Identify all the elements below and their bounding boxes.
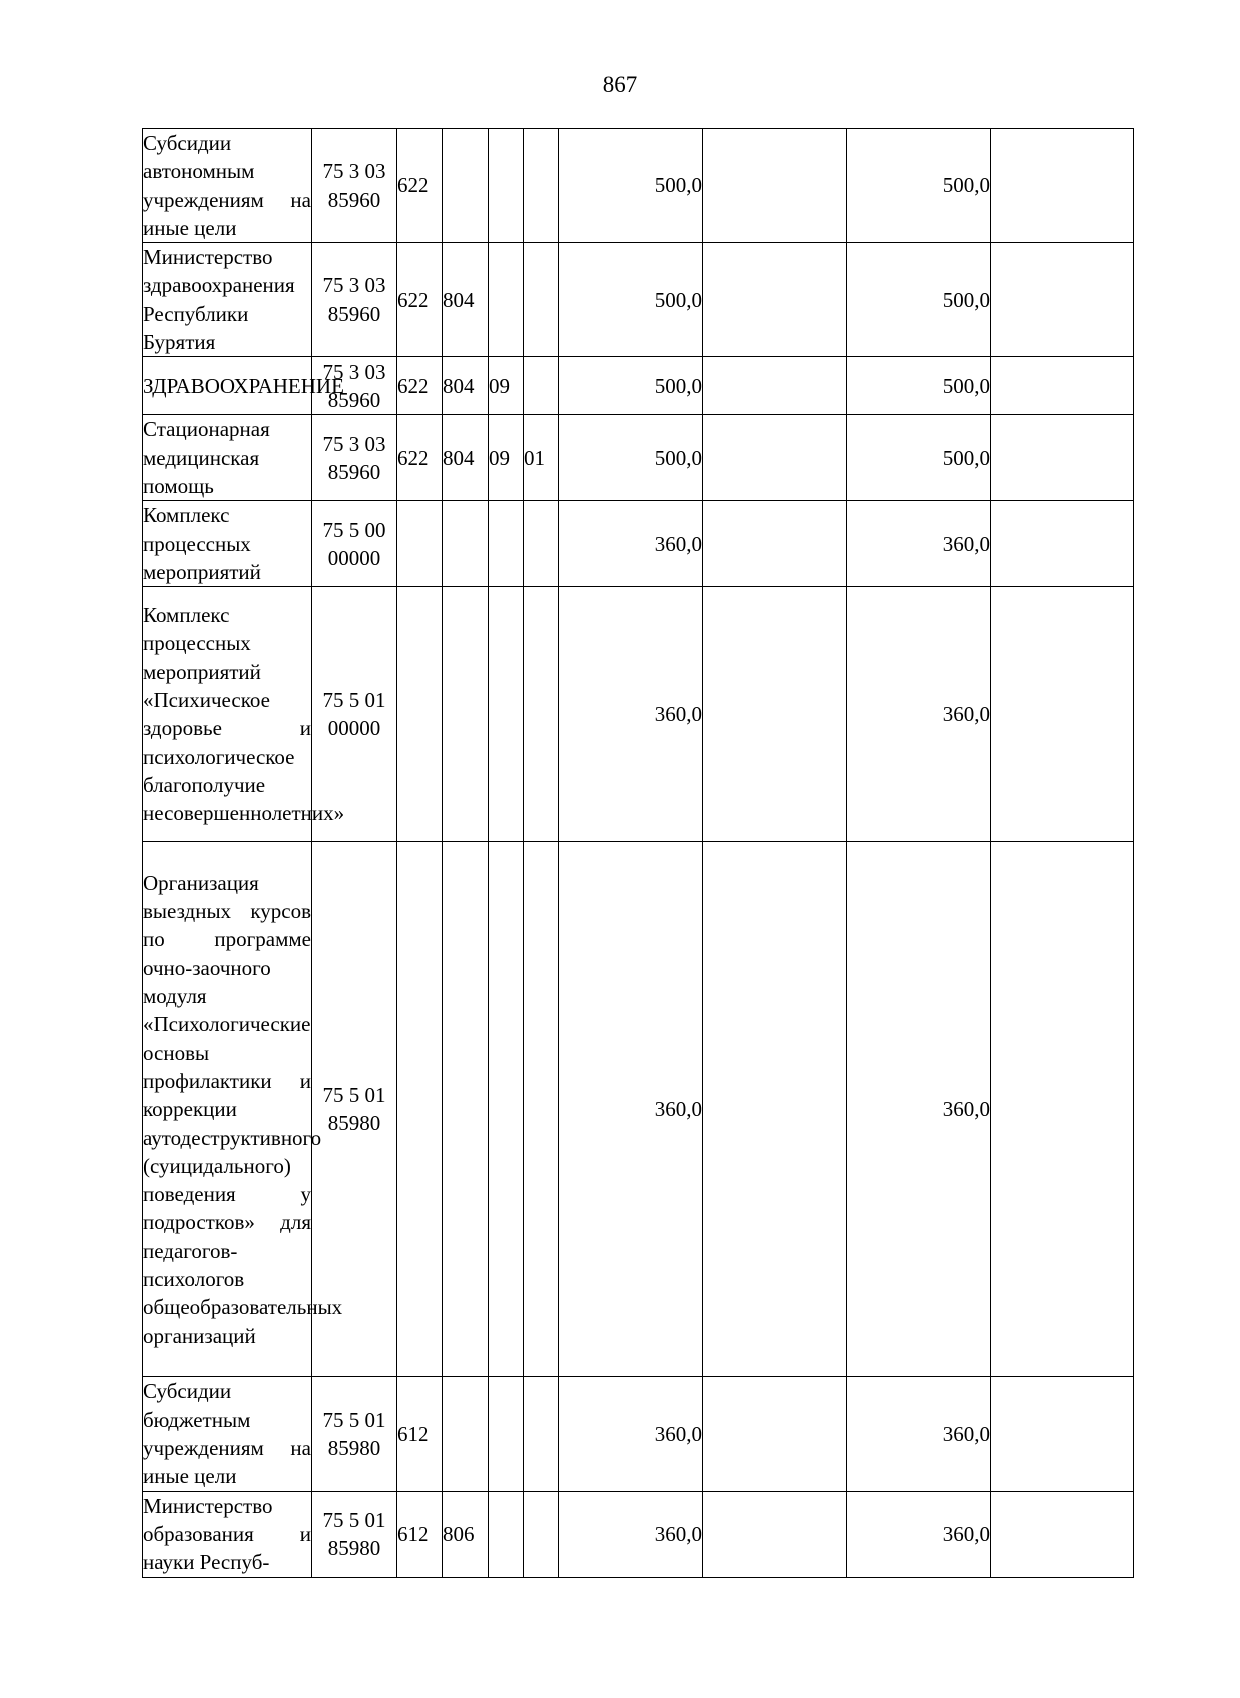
section-code: 09 <box>489 357 524 415</box>
target-article-code-part: 75 5 00 <box>322 517 386 542</box>
table-row <box>143 501 1134 587</box>
subsection-code <box>524 587 559 842</box>
subsection-code <box>524 357 559 415</box>
section-code <box>489 587 524 842</box>
amount-column-4 <box>991 587 1134 842</box>
target-article-code <box>312 129 397 243</box>
target-article-code-part: 85980 <box>327 1536 381 1561</box>
expense-type-code: 612 <box>397 1377 443 1491</box>
section-code: 09 <box>489 415 524 501</box>
target-article-code <box>312 415 397 501</box>
row-name: Субсидии бюджетным учреждениям на иные цели <box>143 1377 312 1491</box>
section-code <box>489 1491 524 1577</box>
target-article-code <box>312 1377 397 1491</box>
amount-column-4 <box>991 129 1134 243</box>
target-article-code-part: 75 3 03 <box>322 159 386 184</box>
target-article-code-part: 85960 <box>327 387 381 412</box>
subsection-code <box>524 1491 559 1577</box>
amount-column-1: 360,0 <box>559 587 703 842</box>
ministry-code: 804 <box>443 415 489 501</box>
row-name: Комплекс процессных мероприятий «Психическое здоровье и психологическое благополучие несовершеннолетних» <box>143 587 312 842</box>
table-row <box>143 243 1134 357</box>
ministry-code <box>443 842 489 1377</box>
target-article-code <box>312 243 397 357</box>
amount-column-2 <box>703 415 847 501</box>
expense-type-code <box>397 501 443 587</box>
target-article-code-part: 85960 <box>327 459 381 484</box>
target-article-code-part: 00000 <box>327 545 381 570</box>
amount-column-1: 500,0 <box>559 243 703 357</box>
subsection-code: 01 <box>524 415 559 501</box>
target-article-code-part: 75 5 01 <box>322 1507 386 1532</box>
target-article-code <box>312 501 397 587</box>
amount-column-1: 360,0 <box>559 842 703 1377</box>
target-article-code <box>312 1491 397 1577</box>
amount-column-3: 360,0 <box>847 501 991 587</box>
target-article-code-part: 85960 <box>327 187 381 212</box>
amount-column-1: 500,0 <box>559 357 703 415</box>
amount-column-2 <box>703 587 847 842</box>
section-code <box>489 842 524 1377</box>
row-name: Организация выездных курсов по программе очно-заочного модуля «Психологические основы профилактики и коррекции аутодеструктивного (суицидального) поведения у подростков» для педагогов-психологов общеобразовательных организаций <box>143 842 312 1377</box>
amount-column-3: 500,0 <box>847 243 991 357</box>
ministry-code: 804 <box>443 243 489 357</box>
ministry-code: 804 <box>443 357 489 415</box>
amount-column-3: 500,0 <box>847 415 991 501</box>
ministry-code <box>443 1377 489 1491</box>
target-article-code-part: 85980 <box>327 1111 381 1136</box>
amount-column-3: 360,0 <box>847 842 991 1377</box>
subsection-code <box>524 501 559 587</box>
ministry-code <box>443 501 489 587</box>
target-article-code-part: 75 5 01 <box>322 1407 386 1432</box>
amount-column-2 <box>703 357 847 415</box>
section-code <box>489 129 524 243</box>
amount-column-4 <box>991 842 1134 1377</box>
row-name: Стационарная медицинская помощь <box>143 415 312 501</box>
section-code <box>489 501 524 587</box>
expense-type-code: 622 <box>397 243 443 357</box>
target-article-code-part: 75 3 03 <box>322 359 386 384</box>
amount-column-4 <box>991 1491 1134 1577</box>
table-row <box>143 1491 1134 1577</box>
table-body <box>143 129 1134 1578</box>
amount-column-3: 360,0 <box>847 1377 991 1491</box>
table-row <box>143 129 1134 243</box>
amount-column-1: 360,0 <box>559 1491 703 1577</box>
budget-table <box>142 128 1134 1578</box>
target-article-code-part: 00000 <box>327 716 381 741</box>
ministry-code: 806 <box>443 1491 489 1577</box>
expense-type-code: 622 <box>397 415 443 501</box>
row-name: ЗДРАВООХРАНЕНИЕ <box>143 357 312 415</box>
amount-column-2 <box>703 129 847 243</box>
amount-column-1: 360,0 <box>559 1377 703 1491</box>
section-code <box>489 1377 524 1491</box>
amount-column-3: 500,0 <box>847 129 991 243</box>
amount-column-2 <box>703 842 847 1377</box>
amount-column-4 <box>991 501 1134 587</box>
amount-column-2 <box>703 1377 847 1491</box>
section-code <box>489 243 524 357</box>
amount-column-3: 360,0 <box>847 587 991 842</box>
row-name: Комплекс процессных мероприятий <box>143 501 312 587</box>
amount-column-1: 500,0 <box>559 415 703 501</box>
table-row <box>143 357 1134 415</box>
target-article-code-part: 85960 <box>327 301 381 326</box>
ministry-code <box>443 587 489 842</box>
amount-column-2 <box>703 1491 847 1577</box>
row-name: Субсидии автономным учреждениям на иные цели <box>143 129 312 243</box>
table-row <box>143 587 1134 842</box>
amount-column-4 <box>991 357 1134 415</box>
target-article-code-part: 75 3 03 <box>322 431 386 456</box>
target-article-code-part: 85980 <box>327 1435 381 1460</box>
expense-type-code: 622 <box>397 357 443 415</box>
table-row <box>143 415 1134 501</box>
amount-column-3: 500,0 <box>847 357 991 415</box>
subsection-code <box>524 1377 559 1491</box>
row-name: Министерство образования и науки Респуб- <box>143 1491 312 1577</box>
amount-column-4 <box>991 1377 1134 1491</box>
target-article-code-part: 75 3 03 <box>322 273 386 298</box>
amount-column-4 <box>991 243 1134 357</box>
amount-column-1: 360,0 <box>559 501 703 587</box>
subsection-code <box>524 842 559 1377</box>
amount-column-2 <box>703 243 847 357</box>
page-number: 867 <box>602 72 638 97</box>
subsection-code <box>524 243 559 357</box>
expense-type-code: 622 <box>397 129 443 243</box>
expense-type-code <box>397 842 443 1377</box>
subsection-code <box>524 129 559 243</box>
amount-column-1: 500,0 <box>559 129 703 243</box>
target-article-code-part: 75 5 01 <box>322 1083 386 1108</box>
row-name: Министерство здравоохранения Республики Бурятия <box>143 243 312 357</box>
table-row <box>143 1377 1134 1491</box>
target-article-code-part: 75 5 01 <box>322 688 386 713</box>
ministry-code <box>443 129 489 243</box>
expense-type-code: 612 <box>397 1491 443 1577</box>
amount-column-2 <box>703 501 847 587</box>
expense-type-code <box>397 587 443 842</box>
amount-column-4 <box>991 415 1134 501</box>
table-row <box>143 842 1134 1377</box>
amount-column-3: 360,0 <box>847 1491 991 1577</box>
